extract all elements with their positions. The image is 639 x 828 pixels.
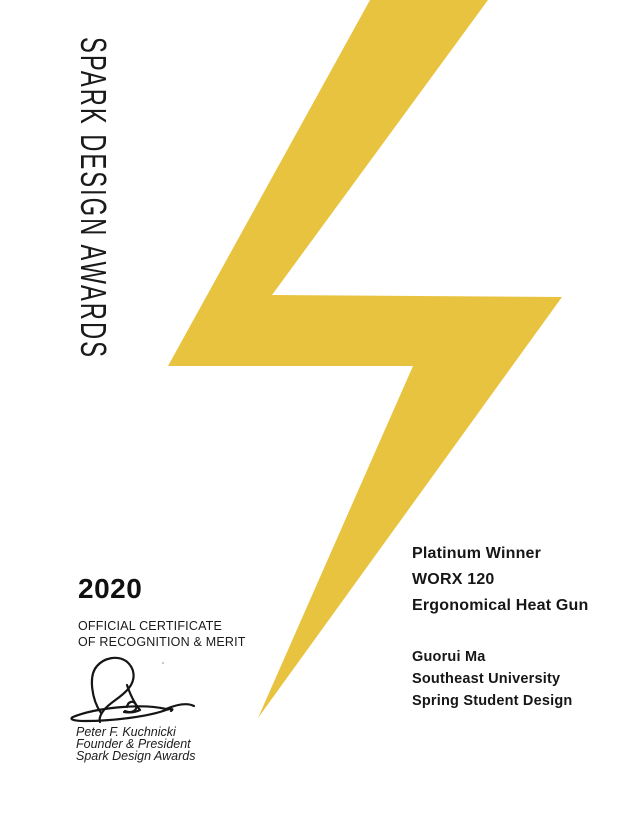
award-product-model: WORX 120 [412, 571, 495, 588]
certificate-title-line2: OF RECOGNITION & MERIT [78, 634, 246, 649]
recipient-program: Spring Student Design [412, 693, 573, 709]
vertical-brand-title: SPARK DESIGN AWARDS [73, 37, 114, 359]
signatory-role: Founder & President [76, 737, 191, 752]
signature-underline-stroke [72, 706, 173, 721]
certificate-title-line1: OFFICIAL CERTIFICATE [78, 619, 223, 633]
signatory-organization: Spark Design Awards [76, 749, 196, 764]
certificate-title [78, 619, 246, 650]
award-level: Platinum Winner [412, 545, 542, 562]
recipient-block [412, 646, 572, 712]
signature-leg-stroke [124, 685, 140, 712]
recipient-name: Guorui Ma [412, 649, 486, 665]
certificate-year: 2020 [78, 573, 143, 604]
signature-ink-dot [162, 662, 164, 664]
signature-tail-stroke [166, 704, 194, 709]
award-product-name: Ergonomical Heat Gun [412, 597, 589, 614]
award-block [412, 541, 588, 619]
signature-icon [60, 650, 205, 730]
recipient-institution: Southeast University [412, 671, 561, 687]
signatory-name: Peter F. Kuchnicki [76, 725, 176, 739]
signatory-block [76, 726, 196, 763]
